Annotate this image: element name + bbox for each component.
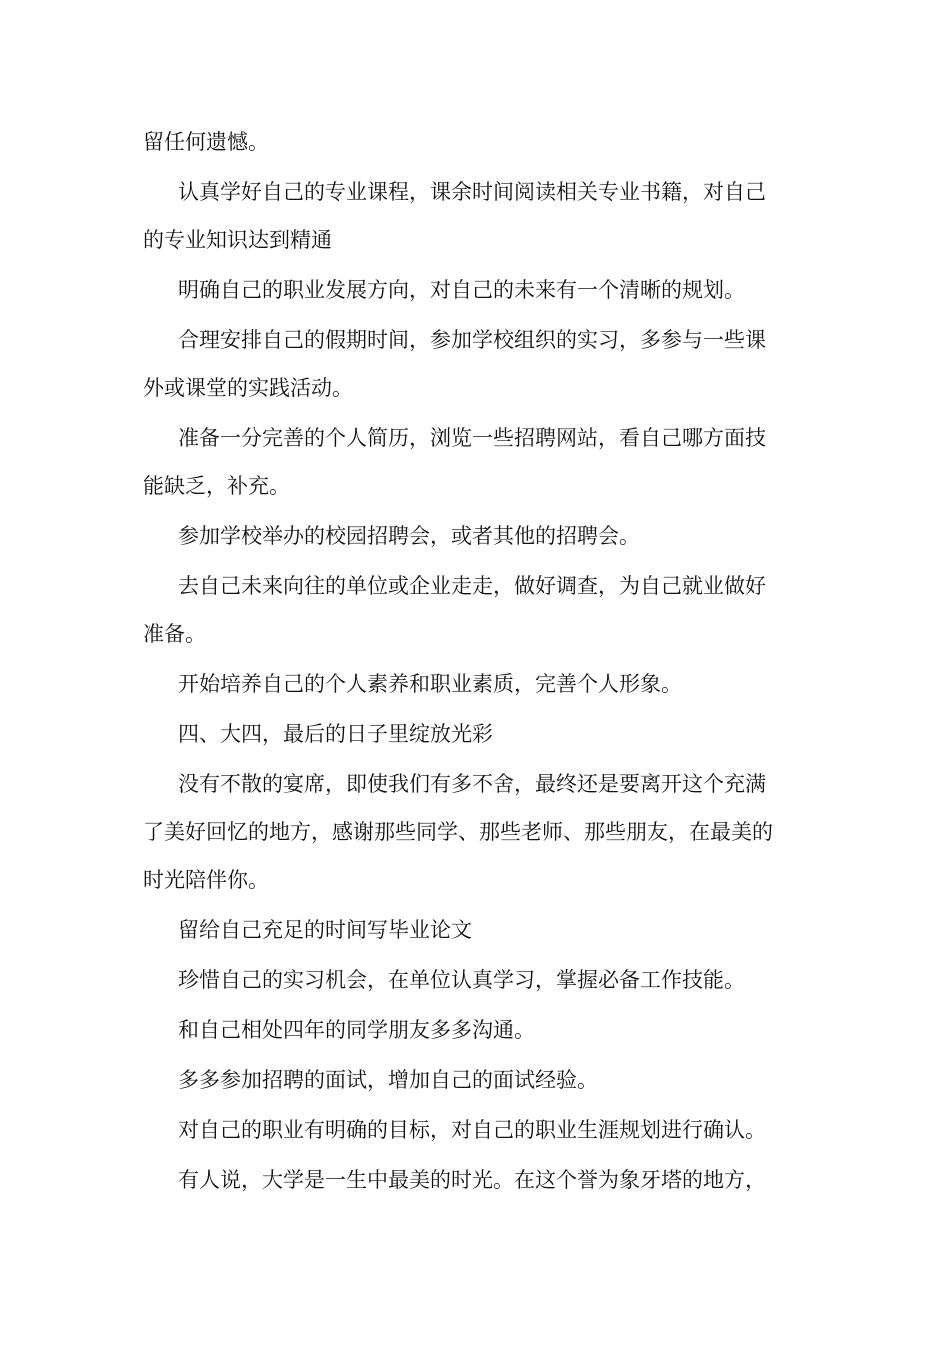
paragraph-6: 参加学校举办的校园招聘会，或者其他的招聘会。 xyxy=(178,524,640,548)
paragraph-10: 没有不散的宴席，即使我们有多不舍，最终还是要离开这个充满了美好回忆的地方，感谢那些同学、那些老师、那些朋友，在最美的时光陪伴你。 xyxy=(143,772,773,892)
paragraph-4: 合理安排自己的假期时间，参加学校组织的实习，多参与一些课外或课堂的实践活动。 xyxy=(143,328,766,400)
paragraph-3: 明确自己的职业发展方向，对自己的未来有一个清晰的规划。 xyxy=(178,278,745,302)
paragraph-7: 去自己未来向往的单位或企业走走，做好调查，为自己就业做好准备。 xyxy=(143,574,766,646)
section-heading-senior-year: 四、大四，最后的日子里绽放光彩 xyxy=(178,722,493,746)
paragraph-16: 有人说，大学是一生中最美的时光。在这个誉为象牙塔的地方， xyxy=(178,1168,766,1192)
paragraph-1: 留任何遗憾。 xyxy=(143,130,269,154)
paragraph-14: 多多参加招聘的面试，增加自己的面试经验。 xyxy=(178,1068,598,1092)
paragraph-15: 对自己的职业有明确的目标，对自己的职业生涯规划进行确认。 xyxy=(178,1118,766,1142)
paragraph-13: 和自己相处四年的同学朋友多多沟通。 xyxy=(178,1018,535,1042)
paragraph-5: 准备一分完善的个人简历，浏览一些招聘网站，看自己哪方面技能缺乏，补充。 xyxy=(143,426,766,498)
paragraph-11: 留给自己充足的时间写毕业论文 xyxy=(178,918,472,942)
paragraph-12: 珍惜自己的实习机会，在单位认真学习，掌握必备工作技能。 xyxy=(178,968,745,992)
paragraph-8: 开始培养自己的个人素养和职业素质，完善个人形象。 xyxy=(178,672,682,696)
paragraph-2: 认真学好自己的专业课程，课余时间阅读相关专业书籍，对自己的专业知识达到精通 xyxy=(143,180,766,252)
document-body xyxy=(143,118,773,1206)
